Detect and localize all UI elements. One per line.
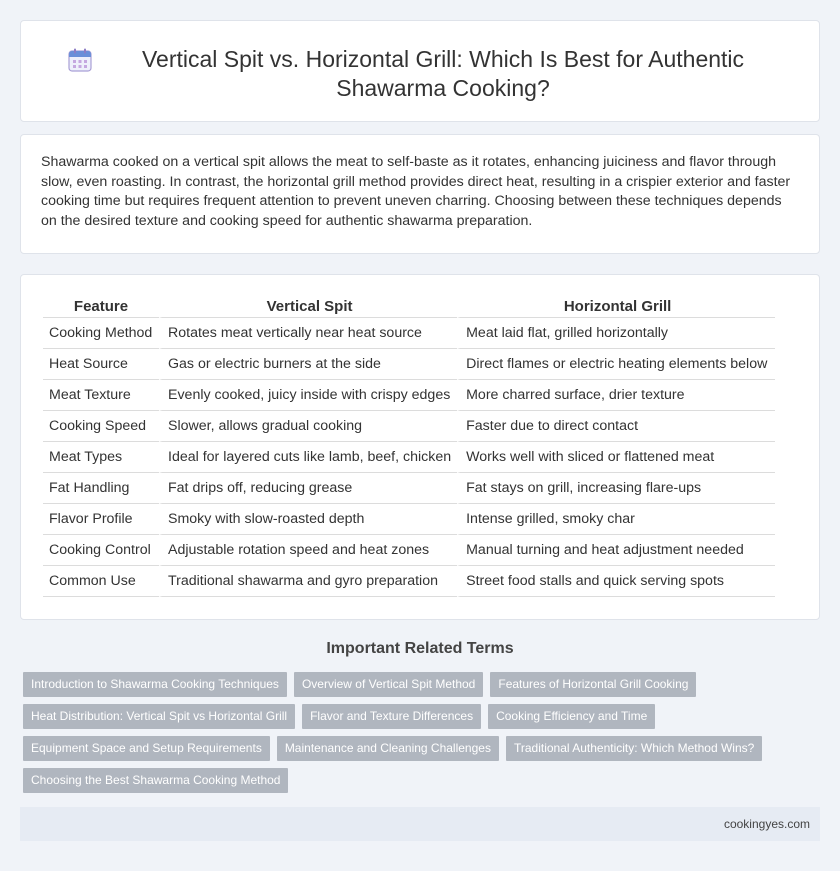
title-row [21, 21, 819, 103]
feature-cell: Cooking Method [43, 318, 159, 349]
feature-cell: Cooking Speed [43, 411, 159, 442]
footer [20, 807, 820, 841]
vertical-spit-cell: Gas or electric burners at the side [159, 349, 457, 380]
related-term-link[interactable]: Maintenance and Cleaning Challenges [277, 736, 499, 761]
related-term-link[interactable]: Equipment Space and Setup Requirements [23, 736, 270, 761]
column-header-horizontal-grill: Horizontal Grill [457, 295, 775, 318]
comparison-table-card [20, 274, 820, 620]
horizontal-grill-cell: More charred surface, drier texture [457, 380, 775, 411]
column-header-feature: Feature [43, 295, 159, 318]
horizontal-grill-cell: Direct flames or electric heating elements below [457, 349, 775, 380]
horizontal-grill-cell: Street food stalls and quick serving spots [457, 566, 775, 597]
horizontal-grill-cell: Meat laid flat, grilled horizontally [457, 318, 775, 349]
vertical-spit-cell: Smoky with slow-roasted depth [159, 504, 457, 535]
vertical-spit-cell: Rotates meat vertically near heat source [159, 318, 457, 349]
table-row [43, 318, 775, 349]
vertical-spit-cell: Ideal for layered cuts like lamb, beef, chicken [159, 442, 457, 473]
feature-cell: Meat Texture [43, 380, 159, 411]
table-row [43, 566, 775, 597]
feature-cell: Fat Handling [43, 473, 159, 504]
calendar-icon [67, 47, 93, 73]
header-card [20, 20, 820, 122]
feature-cell: Common Use [43, 566, 159, 597]
feature-cell: Flavor Profile [43, 504, 159, 535]
comparison-table [43, 295, 775, 597]
horizontal-grill-cell: Intense grilled, smoky char [457, 504, 775, 535]
page-title: Vertical Spit vs. Horizontal Grill: Which Is Best for Authentic Shawarma Cooking? [141, 46, 745, 101]
related-terms-heading: Important Related Terms [326, 640, 514, 657]
intro-card [20, 134, 820, 254]
table-row [43, 504, 775, 535]
related-term-link[interactable]: Cooking Efficiency and Time [488, 704, 655, 729]
vertical-spit-cell: Slower, allows gradual cooking [159, 411, 457, 442]
related-term-link[interactable]: Traditional Authenticity: Which Method Wins? [506, 736, 762, 761]
table-row [43, 473, 775, 504]
related-term-link[interactable]: Introduction to Shawarma Cooking Techniques [23, 672, 287, 697]
related-terms-list [23, 672, 813, 800]
feature-cell: Meat Types [43, 442, 159, 473]
feature-cell: Cooking Control [43, 535, 159, 566]
horizontal-grill-cell: Fat stays on grill, increasing flare-ups [457, 473, 775, 504]
column-header-vertical-spit: Vertical Spit [159, 295, 457, 318]
vertical-spit-cell: Traditional shawarma and gyro preparation [159, 566, 457, 597]
vertical-spit-cell: Fat drips off, reducing grease [159, 473, 457, 504]
related-term-link[interactable]: Choosing the Best Shawarma Cooking Method [23, 768, 288, 793]
table-header-row [43, 295, 775, 318]
horizontal-grill-cell: Works well with sliced or flattened meat [457, 442, 775, 473]
table-row [43, 349, 775, 380]
table-row [43, 380, 775, 411]
footer-site-name[interactable]: cookingyes.com [723, 817, 810, 831]
related-term-link[interactable]: Heat Distribution: Vertical Spit vs Horizontal Grill [23, 704, 295, 729]
horizontal-grill-cell: Faster due to direct contact [457, 411, 775, 442]
feature-cell: Heat Source [43, 349, 159, 380]
related-term-link[interactable]: Features of Horizontal Grill Cooking [490, 672, 696, 697]
intro-paragraph: Shawarma cooked on a vertical spit allows the meat to self-baste as it rotates, enhancing juiciness and flavor through slow, even roasting. In contrast, the horizontal grill method provides direct heat, resulting in a crispier exterior and faster cooking time but requires frequent attention to prevent uneven charring. Choosing between these techniques depends on the desired texture and cooking speed for authentic shawarma preparation. [41, 154, 791, 229]
table-row [43, 535, 775, 566]
related-term-link[interactable]: Overview of Vertical Spit Method [294, 672, 483, 697]
table-row [43, 411, 775, 442]
related-term-link[interactable]: Flavor and Texture Differences [302, 704, 481, 729]
horizontal-grill-cell: Manual turning and heat adjustment needed [457, 535, 775, 566]
vertical-spit-cell: Evenly cooked, juicy inside with crispy edges [159, 380, 457, 411]
vertical-spit-cell: Adjustable rotation speed and heat zones [159, 535, 457, 566]
table-row [43, 442, 775, 473]
